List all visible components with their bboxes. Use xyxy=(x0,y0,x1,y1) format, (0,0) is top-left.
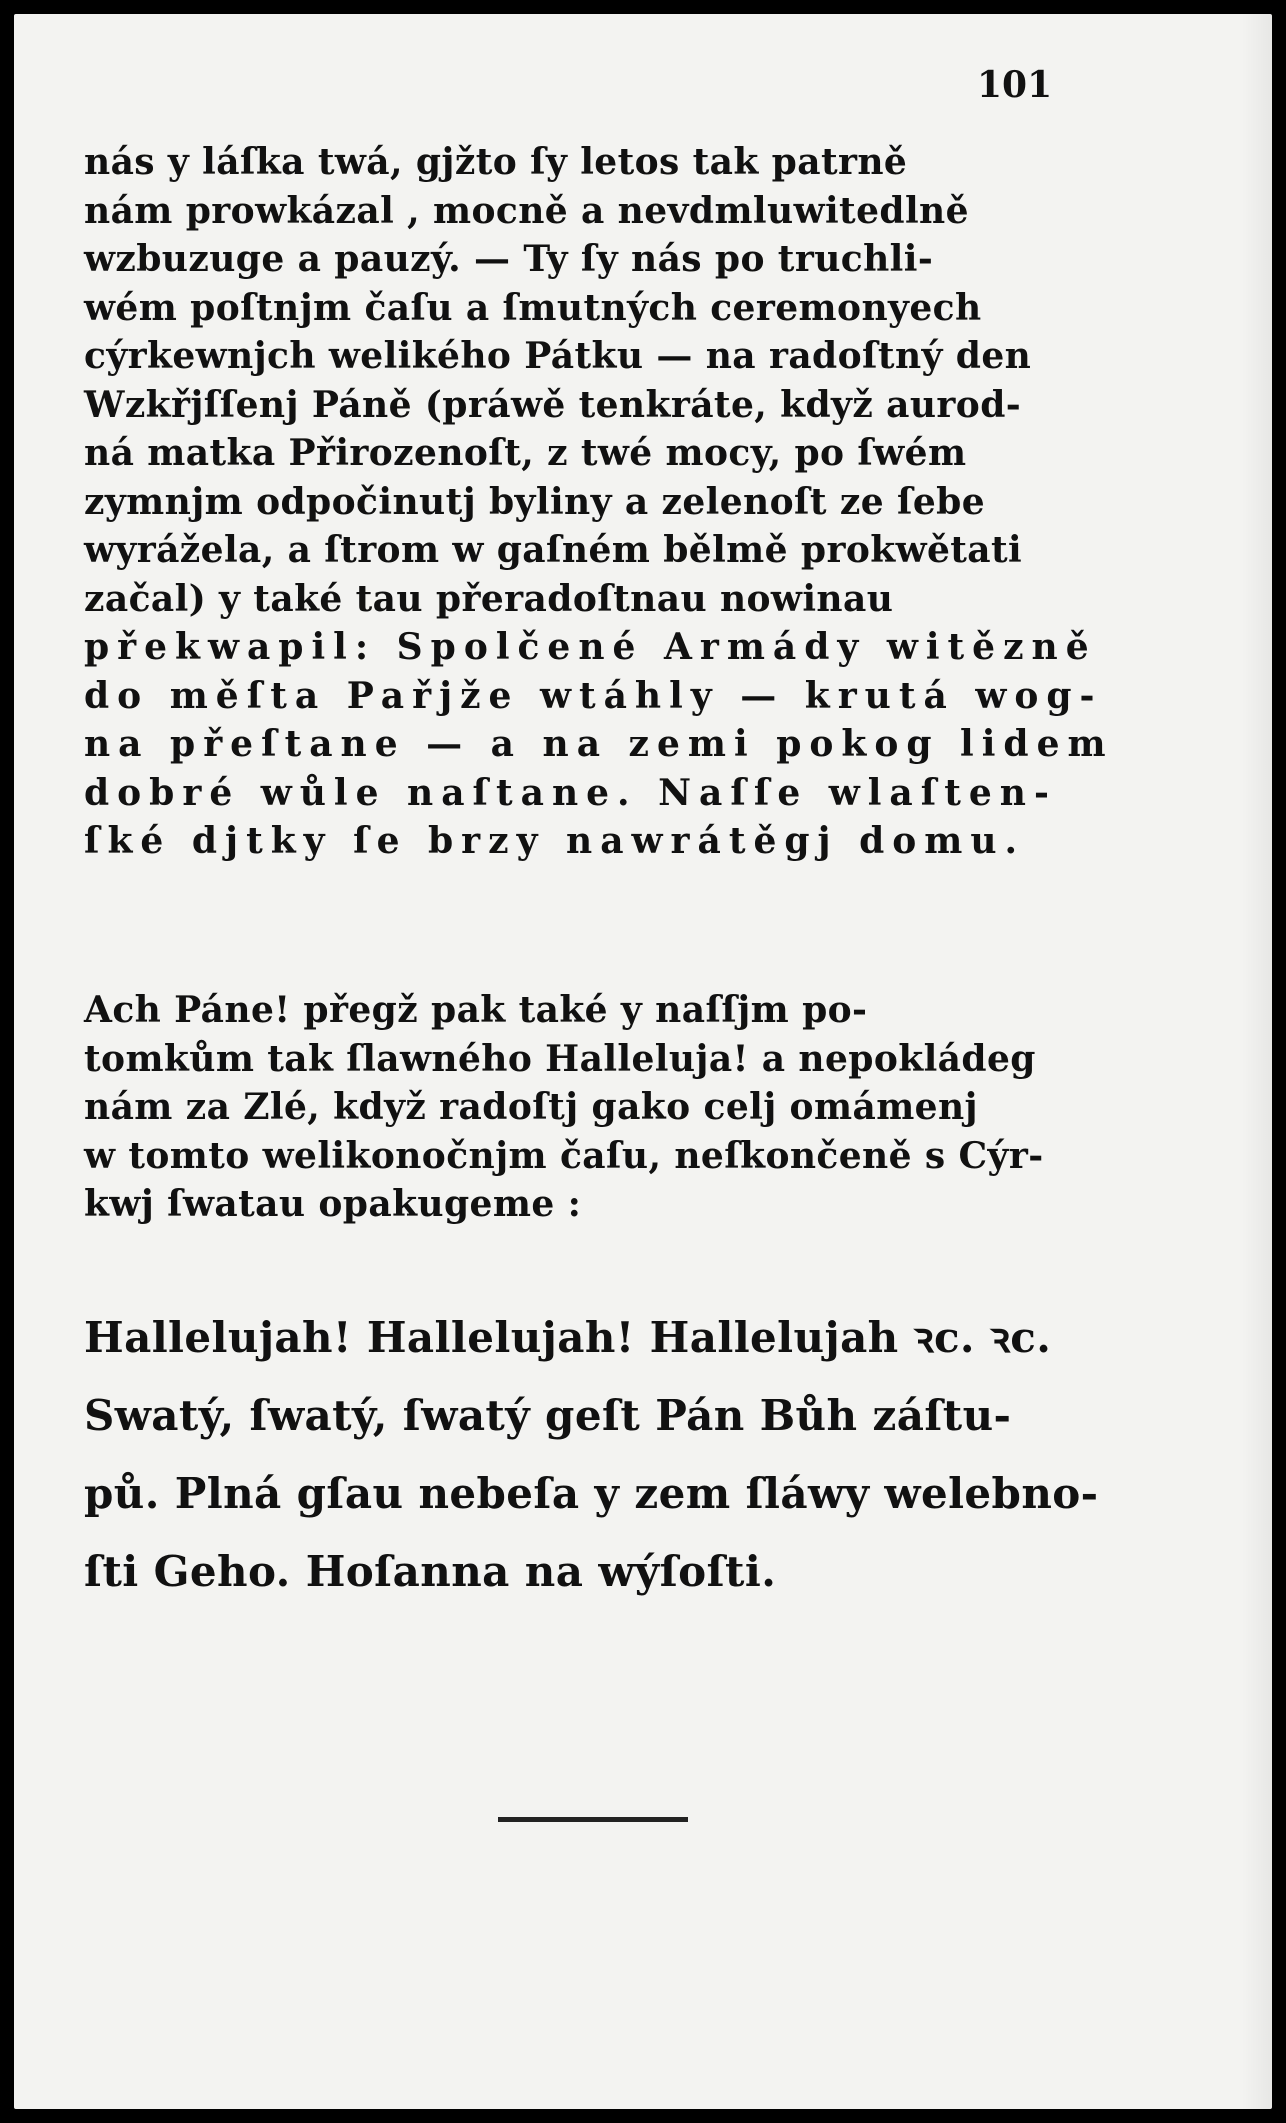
text-line: nás y láſka twá, gjžto ſy letos tak patrně xyxy=(84,141,908,183)
text-line: ſti Geho. Hoſanna na wýſoſti. xyxy=(84,1547,777,1596)
text-line: kwj ſwatau opakugeme : xyxy=(84,1183,582,1225)
book-page xyxy=(14,14,1272,2109)
paragraph-1 xyxy=(84,138,1124,866)
text-line: wyrážela, a ſtrom w gaſném bělmě prokwětati xyxy=(84,529,1023,571)
text-line: zymnjm odpočinutj byliny a zelenoſt ze ſebe xyxy=(84,480,986,523)
paragraph-2 xyxy=(84,986,1124,1229)
text-line: do měſta Pařjže wtáhly — krutá wog- xyxy=(84,674,1103,717)
text-line: cýrkewnjch welikého Pátku — na radoſtný den xyxy=(84,335,1032,377)
text-line: nám prowkázal , mocně a nevdmluwitedlně xyxy=(84,189,969,232)
text-line: ſké djtky ſe brzy nawrátěgj domu. xyxy=(84,820,1026,862)
text-line: dobré wůle naſtane. Naſſe wlaſten- xyxy=(84,771,1057,814)
text-line: Wzkřjſſenj Páně (práwě tenkráte, když aurod- xyxy=(84,383,1022,426)
page-edge-shadow xyxy=(1242,14,1272,2109)
text-line: ná matka Přirozenoſt, z twé mocy, po ſwém xyxy=(84,432,967,474)
text-line: na přeſtane — a na zemi pokog lidem xyxy=(84,723,1114,765)
text-line: w tomto welikonočnjm čaſu, neſkončeně s Cýr- xyxy=(84,1134,1044,1177)
text-line: Swatý, ſwatý, ſwatý geſt Pán Bůh záſtu- xyxy=(84,1391,1012,1440)
text-line: začal) y také tau přeradoſtnau nowinau xyxy=(84,577,894,620)
page-number: 101 xyxy=(977,64,1053,106)
text-line: wém poſtnjm čaſu a ſmutných ceremonyech xyxy=(84,286,982,329)
text-line: pů. Plná gſau nebeſa y zem ſláwy welebno- xyxy=(84,1469,1099,1518)
text-line: Ach Páne! přegž pak také y naſſjm po- xyxy=(84,989,868,1031)
section-divider-rule xyxy=(498,1817,688,1822)
text-line: nám za Zlé, když radoſtj gako celj omámenj xyxy=(84,1086,978,1128)
text-line: překwapil: Spolčené Armády witězně xyxy=(84,626,1097,668)
text-line: Hallelujah! Hallelujah! Hallelujah ꝛc. ꝛc. xyxy=(84,1313,1052,1362)
text-line: tomkům tak ſlawného Halleluja! a nepokládeg xyxy=(84,1037,1036,1080)
text-line: wzbuzuge a pauzý. — Ty ſy nás po truchli- xyxy=(84,238,934,280)
paragraph-3 xyxy=(84,1299,1124,1611)
